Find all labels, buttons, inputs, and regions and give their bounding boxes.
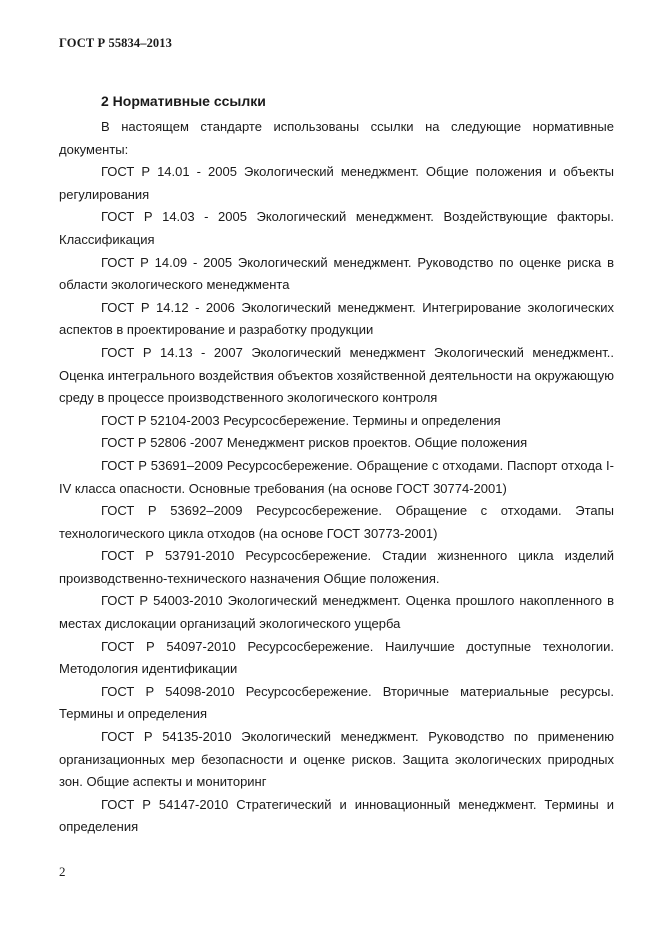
reference-item: ГОСТ Р 14.13 - 2007 Экологический менеджмент Экологический менеджмент.. Оценка интегрального воздействия объектов хозяйственной деятельности на окружающую среду в процессе производственного экологического контроля	[59, 344, 614, 406]
document-header: ГОСТ Р 55834–2013	[59, 36, 172, 50]
reference-item: ГОСТ Р 53791-2010 Ресурсосбережение. Стадии жизненного цикла изделий производственно-технического назначения Общие положения.	[59, 548, 614, 586]
references-list	[59, 116, 614, 839]
reference-item: ГОСТ Р 52806 -2007 Менеджмент рисков проектов. Общие положения	[101, 435, 528, 451]
reference-item: ГОСТ Р 54003-2010 Экологический менеджмент. Оценка прошлого накопленного в местах дислокации организаций экологического ущерба	[59, 593, 614, 632]
paragraph-intro: В настоящем стандарте использованы ссылки на следующие нормативные документы:	[59, 119, 614, 157]
reference-item: ГОСТ Р 54135-2010 Экологический менеджмент. Руководство по применению организационных мер безопасности и оценке рисков. Защита экологических природных зон. Общие аспекты и мониторинг	[59, 729, 614, 790]
section-title: 2 Нормативные ссылки	[101, 93, 266, 109]
reference-item: ГОСТ Р 14.12 - 2006 Экологический менеджмент. Интегрирование экологических аспектов в проектирование и разработку продукции	[59, 299, 614, 338]
reference-item: ГОСТ Р 14.03 - 2005 Экологический менеджмент. Воздействующие факторы. Классификация	[59, 209, 614, 247]
page-number: 2	[59, 864, 66, 879]
reference-item: ГОСТ Р 53691–2009 Ресурсосбережение. Обращение с отходами. Паспорт отхода I-IV класса опасности. Основные требования (на основе ГОСТ 30774-2001)	[59, 457, 614, 496]
reference-item: ГОСТ Р 54098-2010 Ресурсосбережение. Вторичные материальные ресурсы. Термины и определения	[59, 683, 614, 722]
reference-item: ГОСТ Р 54147-2010 Стратегический и инновационный менеджмент. Термины и определения	[59, 796, 614, 835]
reference-item: ГОСТ Р 14.09 - 2005 Экологический менеджмент. Руководство по оценке риска в области экологического менеджмента	[59, 254, 614, 293]
reference-item: ГОСТ Р 14.01 - 2005 Экологический менеджмент. Общие положения и объекты регулирования	[59, 164, 614, 202]
reference-item: ГОСТ Р 52104-2003 Ресурсосбережение. Термины и определения	[101, 412, 501, 428]
reference-item: ГОСТ Р 54097-2010 Ресурсосбережение. Наилучшие доступные технологии. Методология идентификации	[59, 638, 614, 677]
reference-item: ГОСТ Р 53692–2009 Ресурсосбережение. Обращение с отходами. Этапы технологического цикла отходов (на основе ГОСТ 30773-2001)	[59, 503, 614, 541]
